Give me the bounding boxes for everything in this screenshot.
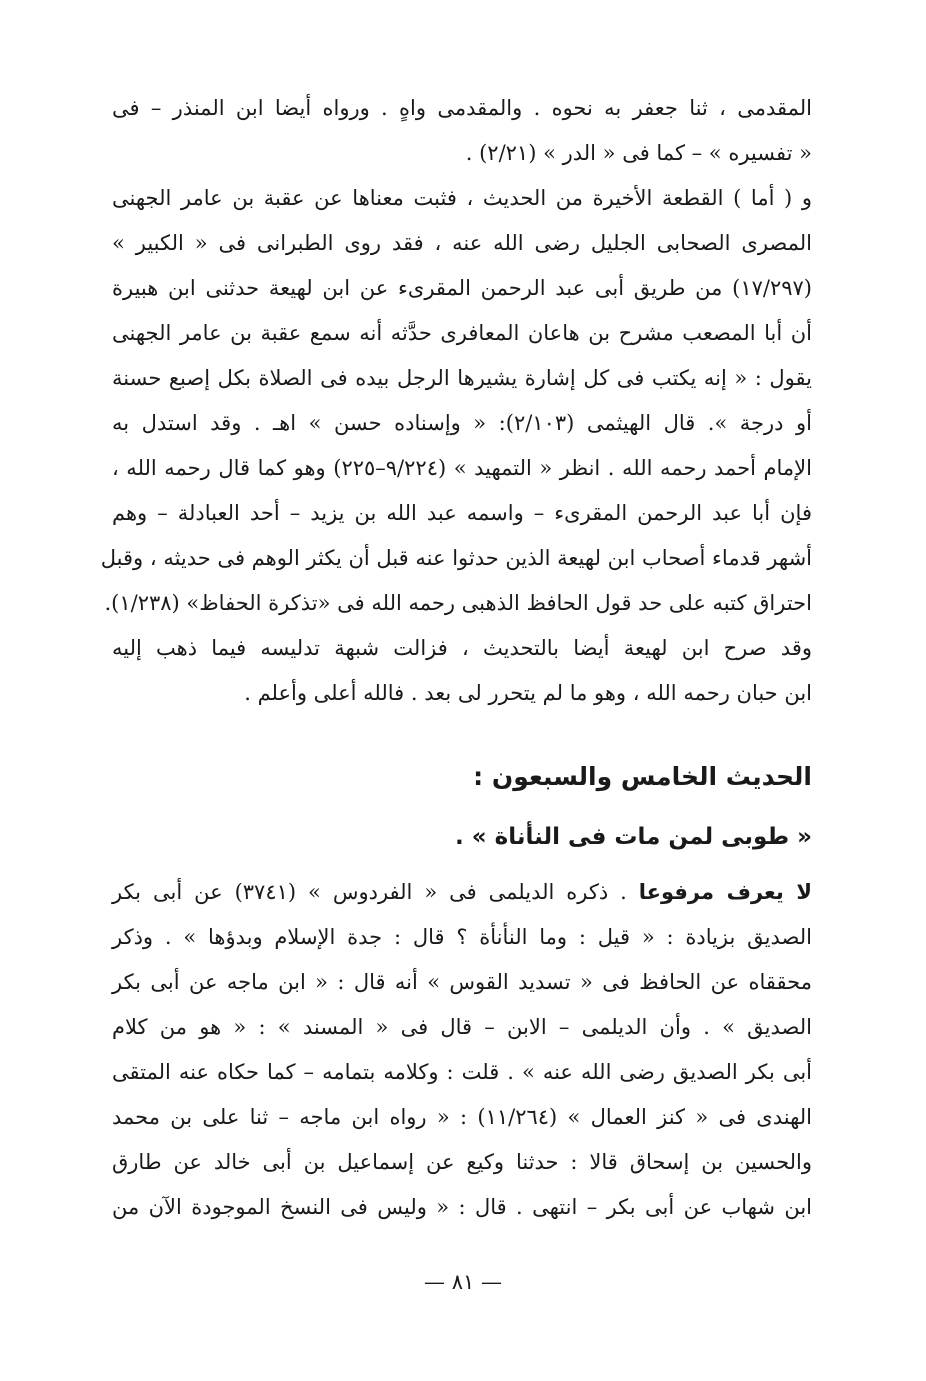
text-line: الهندى فى « كنز العمال » (١١/٢٦٤) : « رواه ابن ماجه – ثنا على بن محمد <box>112 1105 813 1129</box>
text-line-verdict <box>112 870 812 915</box>
verdict-label: لا يعرف مرفوعا <box>638 880 812 904</box>
text-line: أبى بكر الصديق رضى الله عنه » . قلت : وكلامه بتمامه – كما حكاه عنه المتقى <box>112 1060 812 1084</box>
text-line: فإن أبا عبد الرحمن المقرىء – واسمه عبد الله بن يزيد – أحد العبادلة – وهم <box>112 501 812 525</box>
text-line: ابن حبان رحمه الله ، وهو ما لم يتحرر لى بعد . فالله أعلى وأعلم . <box>244 681 812 705</box>
text-line: المصرى الصحابى الجليل رضى الله عنه ، فقد روى الطبرانى فى « الكبير » <box>112 231 812 255</box>
text-line: « تفسيره » – كما فى « الدر » (٢/٢١) . <box>465 141 812 165</box>
section-heading-colon: : <box>473 762 492 791</box>
text-line: الصديق » . وأن الديلمى – الابن – قال فى « المسند » : « هو من كلام <box>112 1015 812 1039</box>
section-heading <box>112 752 812 802</box>
bottom-text-block <box>112 870 812 1230</box>
text-line: والحسين بن إسحاق قالا : حدثنا وكيع عن إسماعيل بن أبى خالد عن طارق <box>112 1150 812 1174</box>
text-line: وقد صرح ابن لهيعة أيضا بالتحديث ، فزالت شبهة تدليسه فيما ذهب إليه <box>112 636 812 660</box>
hadith-text: « طوبى لمن مات فى النأناة » . <box>455 824 812 850</box>
text-line: احتراق كتبه على حد قول الحافظ الذهبى رحمه الله فى «تذكرة الحفاظ» (١/٢٣٨). <box>104 591 812 615</box>
section-heading-text: الحديث الخامس والسبعون <box>491 762 812 791</box>
text-line: يقول : « إنه يكتب فى كل إشارة يشيرها الرجل بيده فى الصلاة بكل إصبع حسنة <box>112 366 812 390</box>
text-line: و ( أما ) القطعة الأخيرة من الحديث ، فثبت معناها عن عقبة بن عامر الجهنى <box>112 186 812 210</box>
text-line: (١٧/٢٩٧) من طريق أبى عبد الرحمن المقرىء عن ابن لهيعة حدثنى ابن هبيرة <box>112 276 812 300</box>
verdict-rest: . ذكره الديلمى فى « الفردوس » (٣٧٤١) عن أبى بكر <box>112 880 639 904</box>
text-line: ابن شهاب عن أبى بكر – انتهى . قال : « وليس فى النسخ الموجودة الآن من <box>112 1195 812 1219</box>
text-line: أو درجة ». قال الهيثمى (٢/١٠٣): « وإسناده حسن » اهـ . وقد استدل به <box>112 411 812 435</box>
text-line: محققاه عن الحافظ فى « تسديد القوس » أنه قال : « ابن ماجه عن أبى بكر <box>112 970 812 994</box>
text-line: أشهر قدماء أصحاب ابن لهيعة الذين حدثوا عنه قبل أن يكثر الوهم فى حديثه ، وقبل <box>100 546 812 570</box>
text-line: الصديق بزيادة : « قيل : وما النأنأة ؟ قال : جدة الإسلام وبدؤها » . وذكر <box>112 925 812 949</box>
text-line: الإمام أحمد رحمه الله . انظر « التمهيد » (٩/٢٢٤–٢٢٥) وهو كما قال رحمه الله ، <box>112 456 812 480</box>
text-line: أن أبا المصعب مشرح بن هاعان المعافرى حدَّثه أنه سمع عقبة بن عامر الجهنى <box>112 321 812 345</box>
top-text-block <box>100 86 812 716</box>
page-number: — ٨١ — <box>424 1270 502 1294</box>
text-line: المقدمى ، ثنا جعفر به نحوه . والمقدمى واهٍ . ورواه أيضا ابن المنذر – فى <box>112 96 812 120</box>
